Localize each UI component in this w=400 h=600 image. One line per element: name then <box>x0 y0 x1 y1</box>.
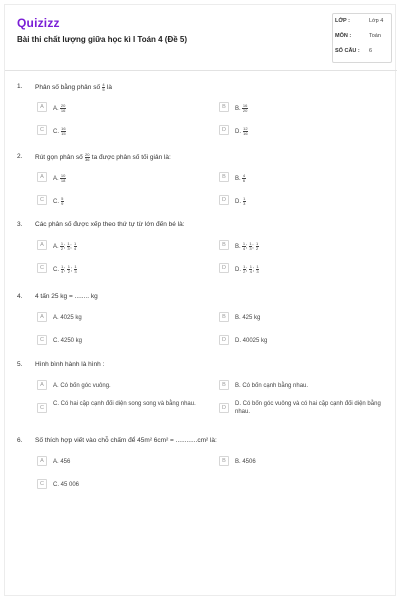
worksheet-header <box>5 5 397 71</box>
question-fraction: $\frac{4}{5}$ <box>102 82 105 92</box>
option-text: D. $\frac{1}{3}$ <box>235 196 246 206</box>
option-letter-box: B <box>219 240 229 250</box>
question-text: Số thích hợp viết vào chỗ chấm để 45m² 6cm² = ............cm² là: <box>35 437 217 444</box>
question-number: 1. <box>17 83 23 90</box>
grade-value: Lớp 4 <box>369 18 384 24</box>
option-text: A. $\frac{1}{2}$ ; $\frac{1}{3}$ ; $\frac{1}{4}$ <box>53 241 77 251</box>
option-fraction: $\frac{1}{4}$ <box>242 241 246 251</box>
option-letter-box: B <box>219 312 229 322</box>
option-fraction: $\frac{1}{3}$ <box>243 196 246 206</box>
worksheet-title: Bài thi chất lượng giữa học kì I Toán 4 (Đề 5) <box>17 35 188 44</box>
option-letter-box: C <box>37 125 47 135</box>
option-text: C. Có hai cặp cạnh đối diện song song và bằng nhau. <box>53 401 196 407</box>
question-text: Rút gọn phân số $\frac{20}{36}$ ta được phân số tối giản là: <box>35 152 171 162</box>
option-letter-box: D <box>219 403 229 413</box>
option-text: D. $\frac{1}{2}$ ; $\frac{1}{4}$ ; $\frac{1}{3}$ <box>235 264 259 274</box>
question-number: 3. <box>17 221 23 228</box>
option-fraction: $\frac{20}{16}$ <box>60 103 66 113</box>
option-text: D. Có bốn góc vuông và có hai cặp cạnh đối diện bằng nhau. <box>235 401 381 415</box>
option-text: C. $\frac{1}{4}$ ; $\frac{1}{2}$ ; $\frac{1}{3}$ <box>53 264 77 274</box>
option-fraction: $\frac{16}{15}$ <box>61 126 66 136</box>
option-text: C. $\frac{5}{9}$ <box>53 196 64 206</box>
option-letter-box: A <box>37 240 47 250</box>
question-count-label: SỐ CÂU : <box>335 48 360 54</box>
question-number: 6. <box>17 437 23 444</box>
option-text: B. $\frac{4}{6}$ <box>235 173 246 183</box>
option-text: B. 4506 <box>235 459 256 465</box>
option-fraction: $\frac{1}{2}$ <box>60 241 64 251</box>
question-number: 2. <box>17 153 23 160</box>
option-fraction: $\frac{1}{4}$ <box>74 241 77 251</box>
worksheet-page <box>4 4 396 596</box>
option-letter-box: D <box>219 195 229 205</box>
option-fraction: $\frac{1}{4}$ <box>249 264 252 274</box>
subject-value: Toán <box>369 33 381 39</box>
option-fraction: $\frac{1}{3}$ <box>67 241 70 251</box>
option-letter-box: C <box>37 195 47 205</box>
option-letter-box: A <box>37 380 47 390</box>
option-text: D. $\frac{12}{16}$ <box>235 126 248 136</box>
option-letter-box: A <box>37 312 47 322</box>
option-letter-box: B <box>219 380 229 390</box>
option-text: C. $\frac{16}{15}$ <box>53 126 66 136</box>
question-fraction: $\frac{20}{36}$ <box>85 152 90 162</box>
option-letter-box: A <box>37 172 47 182</box>
option-letter-box: C <box>37 335 47 345</box>
option-fraction: $\frac{1}{3}$ <box>256 264 259 274</box>
option-letter-box: C <box>37 263 47 273</box>
option-letter-box: C <box>37 403 47 413</box>
option-text: B. $\frac{1}{4}$ ; $\frac{1}{3}$ ; $\frac{1}{2}$ <box>235 241 259 251</box>
option-letter-box: A <box>37 102 47 112</box>
option-fraction: $\frac{12}{16}$ <box>243 126 248 136</box>
option-letter-box: A <box>37 456 47 466</box>
option-fraction: $\frac{16}{20}$ <box>242 103 248 113</box>
option-text: A. $\frac{10}{18}$ <box>53 173 66 183</box>
question-text: 4 tấn 25 kg = ........ kg <box>35 293 98 300</box>
option-text: A. 4025 kg <box>53 315 82 321</box>
option-letter-box: B <box>219 102 229 112</box>
option-text: C. 4250 kg <box>53 338 83 344</box>
option-fraction: $\frac{1}{3}$ <box>249 241 252 251</box>
option-text: B. $\frac{16}{20}$ <box>235 103 248 113</box>
question-text: Các phân số được xếp theo thứ tự từ lớn đến bé là: <box>35 221 185 228</box>
question-text: Phân số bằng phân số $\frac{4}{5}$ là <box>35 82 112 92</box>
question-text: Hình bình hành là hình : <box>35 361 105 368</box>
option-letter-box: D <box>219 125 229 135</box>
option-letter-box: B <box>219 456 229 466</box>
option-text: A. $\frac{20}{16}$ <box>53 103 66 113</box>
option-fraction: $\frac{1}{2}$ <box>256 241 259 251</box>
option-fraction: $\frac{1}{2}$ <box>243 264 246 274</box>
option-fraction: $\frac{1}{2}$ <box>67 264 70 274</box>
option-text: A. Có bốn góc vuông. <box>53 383 111 389</box>
question-count-value: 6 <box>369 48 373 54</box>
option-letter-box: D <box>219 335 229 345</box>
question-number: 4. <box>17 293 23 300</box>
option-fraction: $\frac{10}{18}$ <box>60 173 66 183</box>
option-text: C. 45 006 <box>53 482 80 488</box>
option-text: D. 40025 kg <box>235 338 268 344</box>
option-fraction: $\frac{1}{4}$ <box>61 264 64 274</box>
option-letter-box: D <box>219 263 229 273</box>
option-letter-box: B <box>219 172 229 182</box>
option-text: A. 456 <box>53 459 71 465</box>
question-number: 5. <box>17 361 23 368</box>
quizizz-logo: Quizizz <box>17 16 60 30</box>
option-fraction: $\frac{4}{6}$ <box>242 173 246 183</box>
option-fraction: $\frac{5}{9}$ <box>61 196 64 206</box>
option-text: B. 425 kg <box>235 315 261 321</box>
option-letter-box: C <box>37 479 47 489</box>
option-fraction: $\frac{1}{3}$ <box>74 264 77 274</box>
grade-label: LỚP : <box>335 18 350 24</box>
subject-label: MÔN : <box>335 33 352 39</box>
option-text: B. Có bốn cạnh bằng nhau. <box>235 383 309 389</box>
